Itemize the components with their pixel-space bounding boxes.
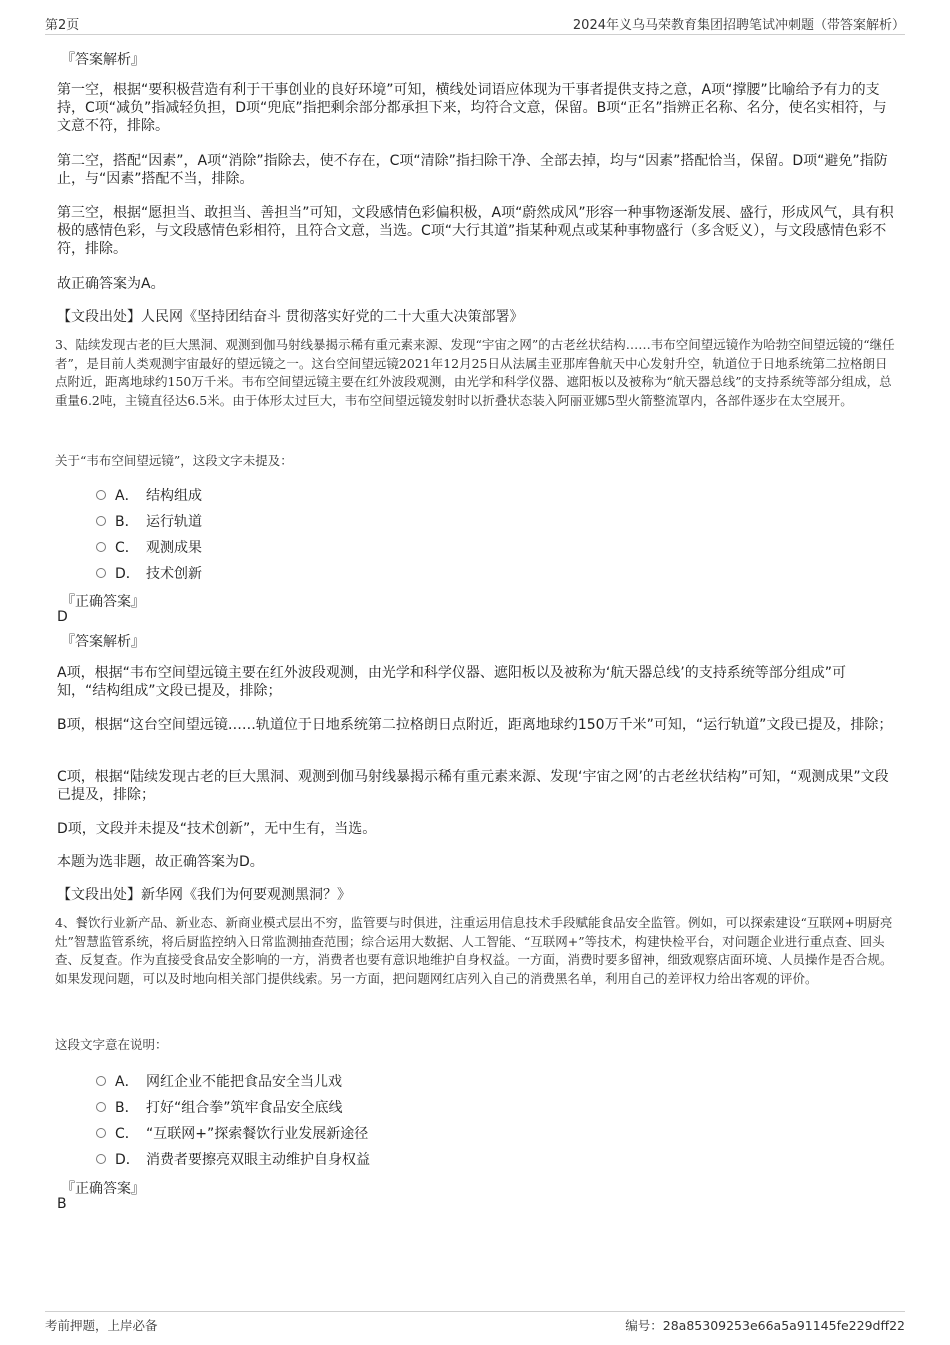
radio-button[interactable] (96, 568, 106, 578)
radio-button[interactable] (96, 516, 106, 526)
analysis-paragraph-3: 第三空，根据“愿担当、敢担当、善担当”可知，文段感情色彩偏积极，A项“蔚然成风”形容一种事物逐渐发展、盛行，形成风气，具有积极的感情色彩，与文段感情色彩相符，且符合文意，当选。C项“大行其道”指某种观点或某种事物盛行（多含贬义），与文段感情色彩不符，排除。 (57, 205, 894, 257)
option-letter: D． (115, 566, 140, 582)
option-text: “互联网+”探索餐饮行业发展新途径 (146, 1126, 369, 1142)
option-letter: C． (115, 1126, 139, 1142)
option-text: 网红企业不能把食品安全当儿戏 (146, 1074, 342, 1090)
analysis-option-a: A项，根据“韦布空间望远镜主要在红外波段观测，由光学和科学仪器、遮阳板以及被称为‘航天器总线’的支持系统等部分组成”可知，“结构组成”文段已提及，排除； (57, 665, 846, 699)
question-4-passage: 4、餐饮行业新产品、新业态、新商业模式层出不穷，监管要与时俱进，注重运用信息技术手段赋能食品安全监管。例如，可以探索建设“互联网+明厨亮灶”智慧监管系统，将后厨监控纳入日常监测抽查范围；综合运用大数据、人工智能、“互联网+”等技术，构建快检平台，对问题企业进行重点查、回头查、反复查。作为直接受食品安全影响的一方，消费者也要有意识地维护自身权益。一方面，消费时要多留神，细致观察店面环境、人员操作是否合规。如果发现问题，可以及时地向相关部门提供线索。另一方面，把问题网红店列入自己的消费黑名单，利用自己的差评权力给出客观的评价。 (55, 915, 893, 986)
analysis-option-b: B项，根据“这台空间望远镜……轨道位于日地系统第二拉格朗日点附近，距离地球约150万千米”可知，“运行轨道”文段已提及，排除； (57, 717, 893, 733)
page-footer (45, 1311, 905, 1336)
option-text: 消费者要擦亮双眼主动维护自身权益 (146, 1152, 370, 1168)
radio-button[interactable] (96, 1076, 106, 1086)
source-citation: 【文段出处】新华网《我们为何要观测黑洞？》 (57, 887, 351, 903)
option-letter: A． (115, 488, 139, 504)
correct-answer-label: 『正确答案』 (61, 594, 145, 610)
analysis-conclusion: 本题为选非题，故正确答案为D。 (57, 854, 264, 870)
option-letter: D． (115, 1152, 140, 1168)
option-letter: A． (115, 1074, 139, 1090)
radio-button[interactable] (96, 1102, 106, 1112)
option-letter: B． (115, 1100, 139, 1116)
source-citation: 【文段出处】人民网《坚持团结奋斗 贯彻落实好党的二十大重大决策部署》 (57, 309, 524, 325)
analysis-paragraph-1: 第一空，根据“要积极营造有利于干事创业的良好环境”可知，横线处词语应体现为干事者提供支持之意，A项“撑腰”比喻给予有力的支持，C项“减负”指减轻负担，D项“兜底”指把剩余部分都承担下来，均符合文意，保留。B项“正名”指辨正名称、名分，使名实相符，与文意不符，排除。 (57, 82, 887, 134)
analysis-label: 『答案解析』 (61, 52, 145, 68)
document-title: 2024年义乌马荣教育集团招聘笔试冲刺题（带答案解析） (572, 18, 905, 33)
option-text: 运行轨道 (146, 514, 202, 530)
page-number: 第2页 (45, 18, 80, 33)
analysis-option-c: C项，根据“陆续发现古老的巨大黑洞、观测到伽马射线暴揭示稀有重元素来源、发现‘宇宙之网’的古老丝状结构”可知，“观测成果”文段已提及，排除； (57, 769, 889, 803)
option-text: 观测成果 (146, 540, 202, 556)
document-id: 编号：28a85309253e66a5a91145fe229dff22 (625, 1318, 905, 1333)
option-letter: C． (115, 540, 139, 556)
radio-button[interactable] (96, 542, 106, 552)
radio-button[interactable] (96, 1128, 106, 1138)
question-3-prompt: 关于“韦布空间望远镜”，这段文字未提及： (55, 453, 293, 468)
radio-button[interactable] (96, 1154, 106, 1164)
analysis-option-d: D项，文段并未提及“技术创新”，无中生有，当选。 (57, 821, 377, 837)
radio-button[interactable] (96, 490, 106, 500)
question-4-prompt: 这段文字意在说明： (55, 1037, 168, 1052)
option-text: 打好“组合拳”筑牢食品安全底线 (146, 1100, 343, 1116)
analysis-paragraph-2: 第二空，搭配“因素”，A项“消除”指除去，使不存在，C项“清除”指扫除干净、全部去掉，均与“因素”搭配恰当，保留。D项“避免”指防止，与“因素”搭配不当，排除。 (57, 153, 888, 187)
question-3-passage: 3、陆续发现古老的巨大黑洞、观测到伽马射线暴揭示稀有重元素来源、发现“宇宙之网”的古老丝状结构……韦布空间望远镜作为哈勃空间望远镜的“继任者”，是目前人类观测宇宙最好的望远镜之一。这台空间望远镜2021年12月25日从法属圭亚那库鲁航天中心发射升空，轨道位于日地系统第二拉格朗日点附近，距离地球约150万千米。韦布空间望远镜主要在红外波段观测，由光学和科学仪器、遮阳板以及被称为“航天器总线”的支持系统等部分组成，总重量6.2吨，主镜直径达6.5米。由于体形太过巨大，韦布空间望远镜发射时以折叠状态装入阿丽亚娜5型火箭整流罩内，各部件逐步在太空展开。 (55, 337, 895, 408)
correct-answer-value: D (57, 609, 68, 625)
analysis-conclusion: 故正确答案为A。 (57, 276, 165, 292)
page-header (45, 14, 905, 35)
correct-answer-value: B (57, 1196, 67, 1212)
option-text: 技术创新 (146, 566, 202, 582)
option-letter: B． (115, 514, 139, 530)
correct-answer-label: 『正确答案』 (61, 1181, 145, 1197)
analysis-label: 『答案解析』 (61, 634, 145, 650)
footer-slogan: 考前押题，上岸必备 (45, 1318, 158, 1333)
option-text: 结构组成 (146, 488, 202, 504)
